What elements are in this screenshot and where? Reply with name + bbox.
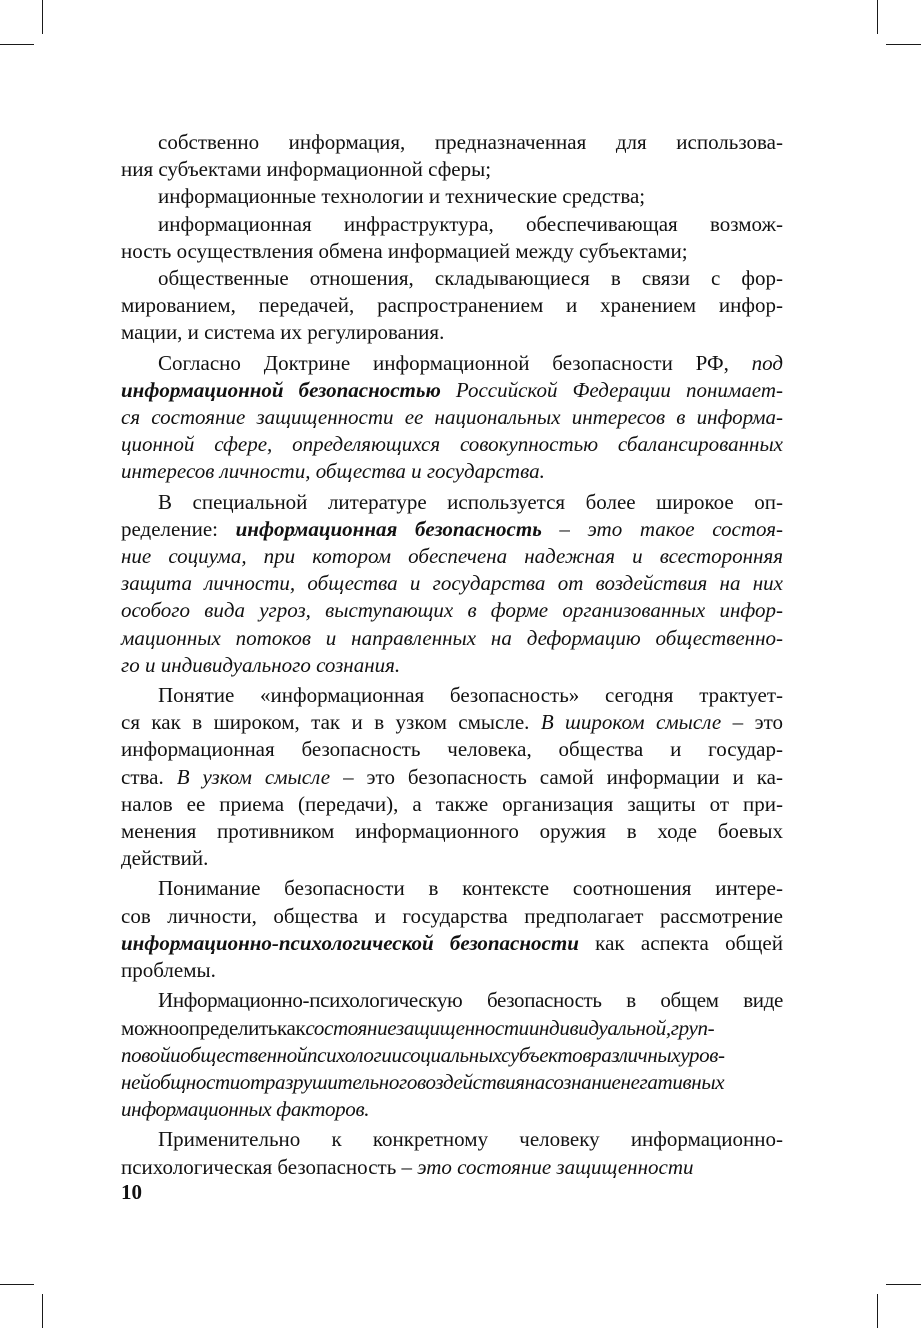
crop-mark-top-right-h xyxy=(886,44,921,45)
crop-mark-bottom-right-v xyxy=(877,1294,878,1328)
crop-mark-bottom-left-v xyxy=(42,1294,43,1328)
crop-mark-top-left-h xyxy=(0,44,34,45)
crop-mark-bottom-left-h xyxy=(0,1284,34,1285)
paragraph-5: Согласно Доктрине информационной безопасности РФ, под информационной безопасностью Российской Федерации понимает- ся состояние защищенности ее национальных интересов в информа- ционной сфере, определяющихся совокупностью сбалансированных интересов личности, общества и государства. xyxy=(121,350,784,484)
crop-mark-top-right-v xyxy=(877,0,878,34)
paragraph-7: Понятие «информационная безопасность» сегодня трактует- ся как в широком, так и в узком смысле. В широком смысле – это информационная безопасность человека, общества и государ- ства. В узком смысле – это безопасность самой информации и ка- налов ее приема (передачи), а также организация защиты от при- менения противником информационного оружия в ходе боевых действий. xyxy=(121,683,783,871)
paragraph-1: собственно информация, предназначенная для использова- ния субъектами информационной сферы; xyxy=(121,130,783,182)
paragraph-8: Понимание безопасности в контексте соотношения интере- сов личности, общества и государства предполагает рассмотрение информационно-психологической безопасности как аспекта общей проблемы. xyxy=(121,876,783,983)
paragraph-9: Информационно-психологическую безопасность в общем виде можноопределитькаксостояниезащищенностииндивидуальной,груп- повойиобщественнойпсихологиисоциальныхсубъектовразличныхуров- нейобщностиотразрушительноговоздействиянасознаниенегативных информационных факторов. xyxy=(121,988,783,1122)
paragraph-2: информационные технологии и технические средства; xyxy=(158,184,646,209)
paragraph-4: общественные отношения, складывающиеся в связи с фор- мированием, передачей, распространением и хранением инфор- мации, и система их регулирования. xyxy=(121,266,783,345)
crop-mark-bottom-right-h xyxy=(886,1284,921,1285)
paragraph-3: информационная инфраструктура, обеспечивающая возмож- ность осуществления обмена информацией между субъектами; xyxy=(121,211,783,263)
page-body xyxy=(121,129,783,1181)
crop-mark-top-left-v xyxy=(42,0,43,34)
paragraph-6: В специальной литературе используется более широкое оп- ределение: информационная безопасность – это такое состоя- ние социума, при котором обеспечена надежная и всесторонняя защита личности, общества и государства от воздействия на них особого вида угроз, выступающих в форме организованных инфор- мационных потоков и направленных на деформацию общественно- го и индивидуального сознания. xyxy=(121,489,783,677)
page-number: 10 xyxy=(121,1180,142,1204)
paragraph-10: Применительно к конкретному человеку информационно- психологическая безопасность – это состояние защищенности xyxy=(121,1127,783,1179)
